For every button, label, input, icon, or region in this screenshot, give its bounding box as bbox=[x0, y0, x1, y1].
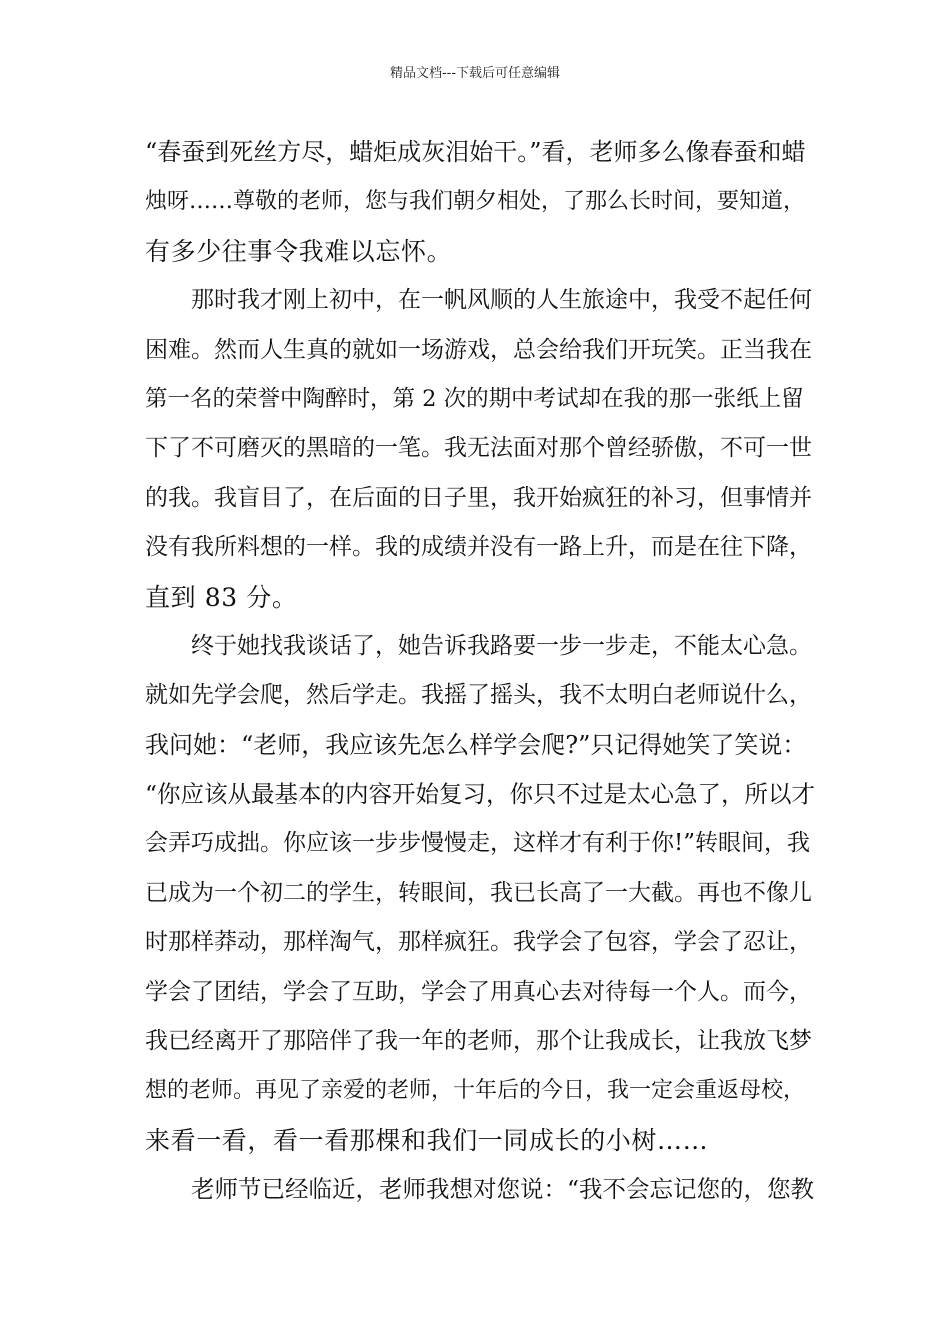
document-body bbox=[145, 128, 816, 1215]
text-line: 没有我所料想的一样。我的成绩并没有一路上升，而是在往下降， bbox=[145, 534, 812, 561]
text-line: 我已经离开了那陪伴了我一年的老师，那个让我成长，让我放飞梦 bbox=[145, 1028, 812, 1055]
text-line: 时那样莽动，那样淘气，那样疯狂。我学会了包容，学会了忍让， bbox=[145, 929, 812, 956]
text-line: 想的老师。再见了亲爱的老师，十年后的今日，我一定会重返母校， bbox=[145, 1078, 806, 1104]
text-line: 直到 83 分。 bbox=[145, 582, 298, 612]
text-line: 有多少往事令我难以忘怀。 bbox=[145, 236, 453, 266]
text-line: 学会了团结，学会了互助，学会了用真心去对待每一个人。而今， bbox=[145, 978, 812, 1005]
text-line: “你应该从最基本的内容开始复习，你只不过是太心急了，所以才 bbox=[145, 780, 816, 809]
text-line: 就如先学会爬，然后学走。我摇了摇头，我不太明白老师说什么， bbox=[145, 682, 812, 709]
text-line: 来看一看，看一看那棵和我们一同成长的小树…… bbox=[145, 1125, 709, 1155]
paragraph-start-line: 老师节已经临近，老师我想对您说：“我不会忘记您的，您教 bbox=[191, 1175, 815, 1204]
text-line: 第一名的荣誉中陶醉时，第 2 次的期中考试却在我的那一张纸上留 bbox=[145, 385, 804, 412]
text-line: 会弄巧成拙。你应该一步步慢慢走，这样才有利于你!”转眼间，我 bbox=[145, 830, 811, 857]
paragraph-start-line: 那时我才刚上初中，在一帆风顺的人生旅途中，我受不起任何 bbox=[191, 287, 812, 314]
text-line: 困难。然而人生真的就如一场游戏，总会给我们开玩笑。正当我在 bbox=[145, 336, 812, 363]
text-line: 的我。我盲目了，在后面的日子里，我开始疯狂的补习，但事情并 bbox=[145, 484, 812, 511]
text-line: 已成为一个初二的学生，转眼间，我已长高了一大截。再也不像儿 bbox=[145, 879, 812, 906]
paragraph-start-line: 终于她找我谈话了，她告诉我路要一步一步走，不能太心急。 bbox=[191, 632, 812, 659]
page-header: 精品文档---下载后可任意编辑 bbox=[389, 66, 561, 81]
text-line: 下了不可磨灭的黑暗的一笔。我无法面对那个曾经骄傲，不可一世 bbox=[145, 435, 812, 462]
text-line: 烛呀……尊敬的老师，您与我们朝夕相处，了那么长时间，要知道， bbox=[145, 189, 806, 215]
text-line: 我问她：“老师，我应该先怎么样学会爬?”只记得她笑了笑说： bbox=[145, 730, 807, 759]
text-line: “春蚕到死丝方尽，蜡炬成灰泪始干。”看，老师多么像春蚕和蜡 bbox=[145, 138, 806, 166]
